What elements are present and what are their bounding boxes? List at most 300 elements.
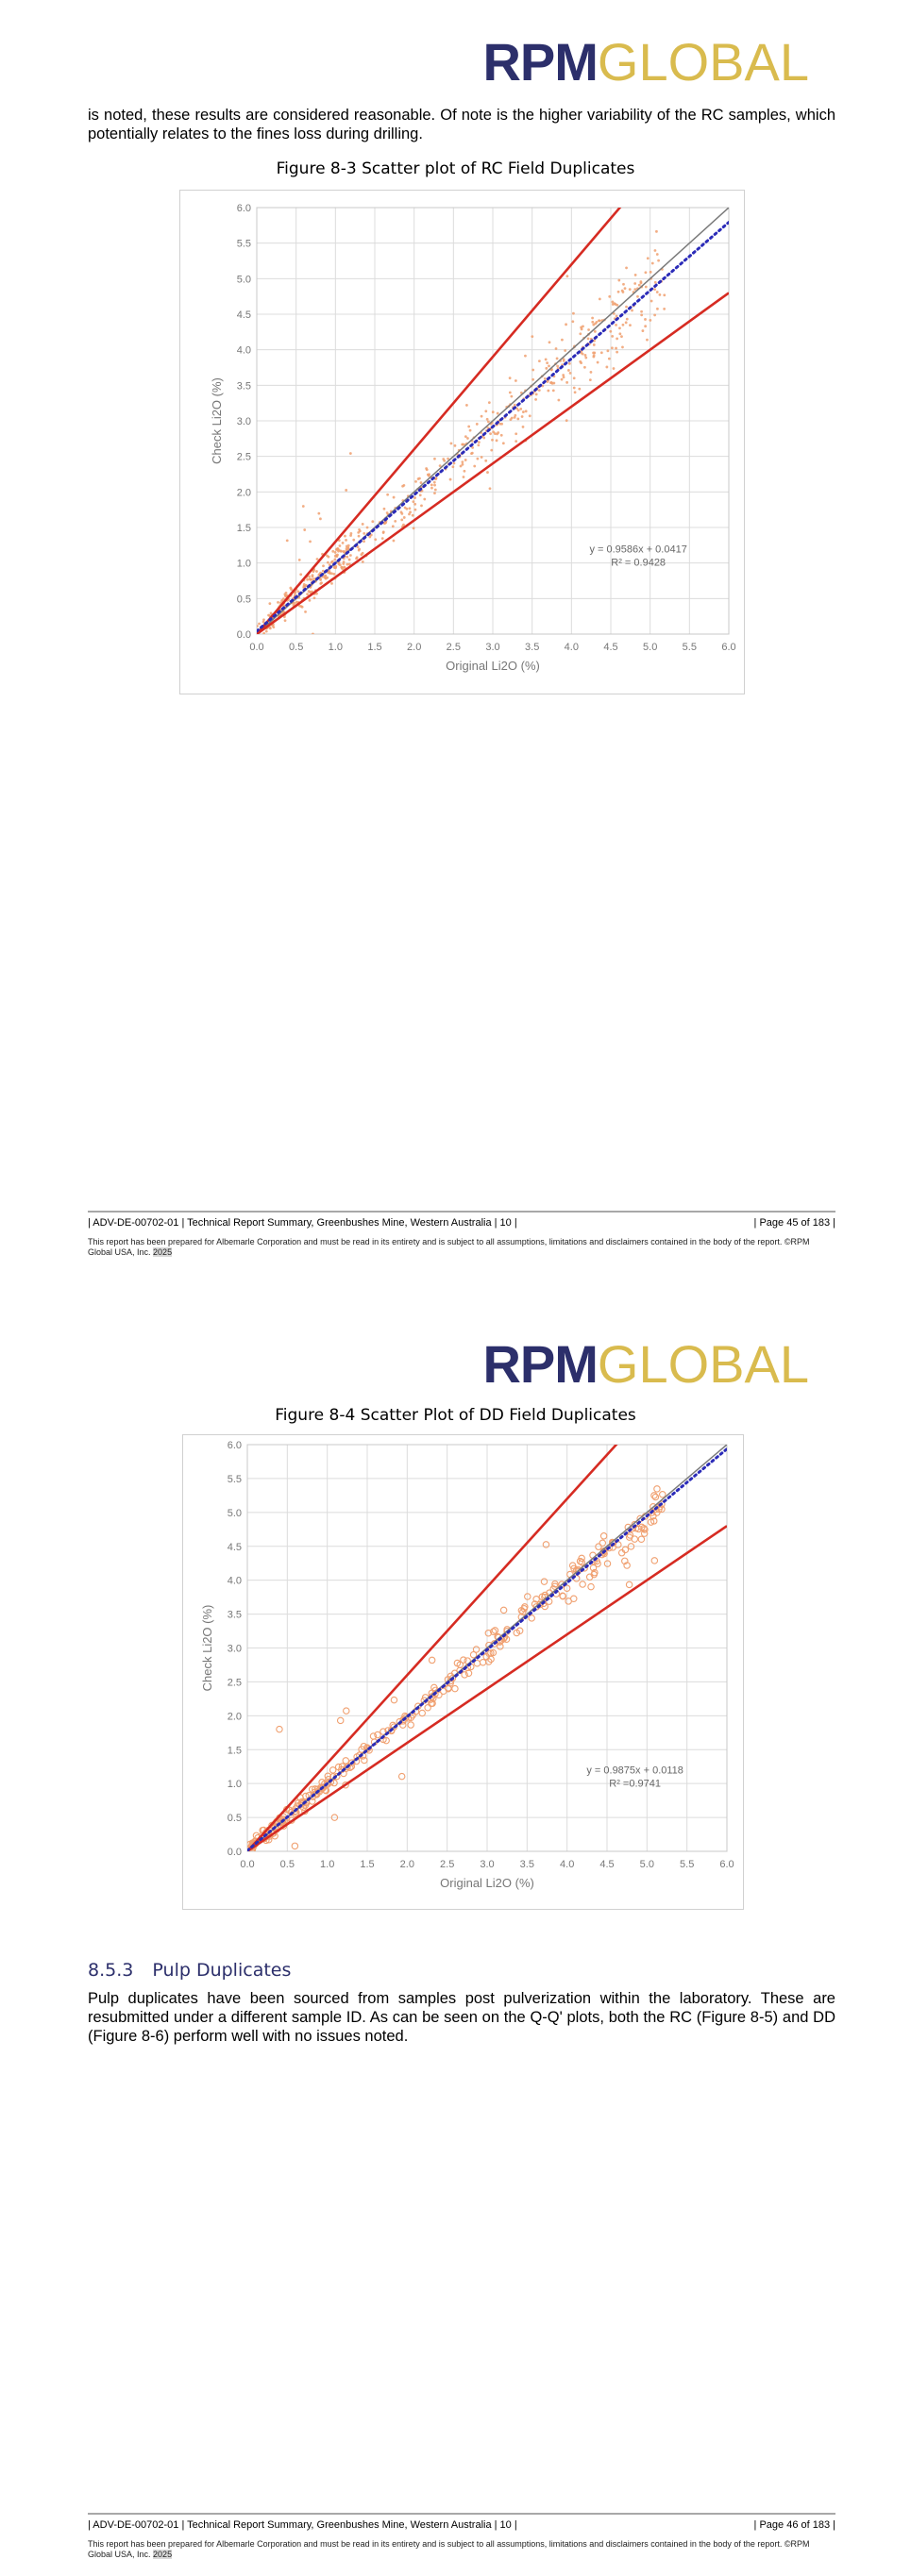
data-point (644, 325, 647, 327)
y-tick-label: 3.5 (236, 380, 251, 393)
data-point (471, 452, 474, 455)
data-point (335, 555, 338, 558)
data-point (371, 520, 374, 523)
y-tick-label: 6.0 (227, 1440, 242, 1451)
data-point (461, 1657, 466, 1663)
data-point (515, 379, 517, 382)
data-point (649, 319, 651, 322)
data-point (413, 527, 415, 529)
data-point (600, 1533, 606, 1539)
data-point (452, 1685, 458, 1691)
x-tick-label: 5.5 (680, 1859, 695, 1870)
data-point (618, 326, 621, 329)
x-tick-label: 0.5 (279, 1859, 295, 1870)
plot-content (245, 1435, 727, 1852)
data-point (413, 496, 416, 499)
data-point (594, 330, 597, 333)
data-point (348, 559, 351, 561)
data-point (480, 1660, 485, 1665)
data-point (489, 487, 492, 490)
data-point (651, 1558, 657, 1564)
data-point (342, 562, 345, 565)
data-point (394, 520, 396, 523)
rc-duplicates-scatter-chart (180, 191, 744, 694)
data-point (334, 565, 337, 568)
data-point (469, 429, 472, 432)
data-point (608, 295, 611, 298)
x-tick-label: 3.0 (480, 1859, 495, 1870)
data-point (484, 410, 487, 412)
data-point (568, 362, 571, 365)
y-tick-label: 0.0 (227, 1847, 242, 1858)
data-point (476, 423, 479, 426)
data-point (283, 593, 286, 595)
data-point (565, 419, 568, 422)
data-point (571, 320, 574, 323)
data-point (309, 540, 312, 543)
data-point (640, 313, 643, 316)
data-point (428, 475, 430, 477)
data-point (400, 518, 403, 521)
data-point (461, 460, 464, 463)
data-point (617, 279, 620, 282)
y-tick-label: 6.0 (236, 203, 251, 214)
y-tick-label: 5.0 (236, 274, 251, 286)
data-point (297, 590, 300, 593)
data-point (531, 369, 534, 372)
data-point (481, 415, 483, 418)
data-point (334, 551, 337, 554)
data-point (333, 573, 336, 576)
data-point (615, 324, 617, 326)
data-point (531, 335, 533, 338)
data-point (256, 625, 259, 627)
data-point (464, 459, 467, 461)
data-point (433, 492, 436, 494)
data-point (302, 505, 305, 508)
data-point (442, 458, 445, 460)
data-point (449, 478, 452, 481)
data-point (625, 267, 628, 270)
y-tick-label: 1.0 (227, 1779, 242, 1791)
x-tick-label: 6.0 (721, 642, 736, 653)
rc-duplicates-chart-frame (179, 190, 745, 694)
footer-doc-info: | ADV-DE-00702-01 | Technical Report Summary, Greenbushes Mine, Western Australia | 10 | (88, 1217, 517, 1229)
dd-duplicates-scatter-chart (183, 1435, 743, 1909)
data-point (538, 360, 541, 362)
data-point (433, 484, 436, 487)
data-point (654, 249, 657, 252)
data-point (640, 310, 643, 313)
data-point (535, 393, 538, 395)
y-tick-label: 3.5 (227, 1609, 242, 1621)
x-tick-label: 4.5 (603, 642, 618, 653)
data-point (509, 392, 512, 394)
data-point (344, 1708, 349, 1714)
data-point (584, 357, 587, 360)
y-tick-label: 1.5 (236, 523, 251, 534)
data-point (430, 484, 433, 487)
data-point (450, 443, 453, 445)
data-point (627, 1532, 633, 1538)
data-point (592, 324, 595, 326)
data-point (423, 498, 426, 501)
y-axis-label: Check Li2O (%) (210, 377, 224, 464)
data-point (478, 441, 481, 443)
x-tick-label: 0.0 (249, 642, 264, 653)
data-point (329, 1767, 335, 1773)
data-point (319, 578, 322, 581)
x-tick-label: 3.5 (519, 1859, 534, 1870)
y-tick-label: 2.0 (227, 1711, 242, 1723)
data-point (579, 332, 582, 335)
data-point (561, 339, 564, 342)
data-point (352, 539, 355, 542)
data-point (624, 287, 627, 290)
data-point (368, 536, 371, 539)
data-point (596, 321, 599, 324)
footer-year: 2025 (153, 2550, 173, 2559)
y-tick-label: 4.0 (227, 1575, 242, 1587)
data-point (298, 559, 301, 561)
data-point (514, 404, 516, 407)
data-point (609, 330, 612, 333)
footer-disclaimer (88, 2539, 835, 2560)
data-point (620, 335, 623, 338)
data-point (647, 257, 650, 259)
data-point (633, 288, 636, 291)
data-point (572, 312, 575, 315)
x-tick-label: 2.5 (440, 1859, 455, 1870)
data-point (464, 470, 466, 473)
data-point (659, 293, 662, 296)
data-point (579, 360, 582, 363)
data-point (573, 376, 576, 379)
data-point (460, 465, 463, 468)
data-point (393, 496, 396, 499)
data-point (599, 297, 601, 300)
data-point (546, 361, 548, 364)
data-point (544, 377, 547, 380)
x-tick-label: 4.0 (564, 642, 579, 653)
data-point (386, 493, 389, 496)
data-point (509, 418, 512, 421)
data-point (490, 449, 493, 452)
data-point (487, 421, 490, 424)
data-point (347, 544, 350, 547)
data-point (277, 1726, 282, 1731)
figure-caption: Figure 8-3 Scatter plot of RC Field Duplicates (276, 159, 635, 178)
data-point (426, 468, 429, 471)
data-point (613, 367, 616, 370)
data-point (573, 387, 576, 390)
data-point (574, 391, 577, 393)
data-point (284, 619, 287, 622)
footer-disclaimer-text: This report has been prepared for Albemarle Corporation and must be read in its entirety and is subject to all assumptions, limitations and disclaimers contained in the body of the report. ©RPM Global USA, Inc. (88, 1237, 810, 1257)
data-point (515, 440, 517, 443)
data-point (360, 553, 363, 556)
data-point (413, 503, 416, 506)
data-point (521, 415, 524, 418)
x-tick-label: 4.5 (599, 1859, 615, 1870)
y-tick-label: 0.5 (227, 1813, 242, 1825)
data-point (433, 481, 436, 484)
data-point (597, 361, 599, 364)
data-point (604, 1561, 610, 1566)
data-point (270, 611, 273, 614)
data-point (584, 354, 587, 357)
footer (88, 2519, 835, 2531)
y-tick-label: 2.5 (236, 451, 251, 463)
data-point (481, 456, 483, 459)
x-tick-label: 4.0 (560, 1859, 575, 1870)
data-point (362, 560, 364, 563)
data-point (621, 346, 624, 349)
data-point (466, 437, 469, 440)
data-point (522, 410, 525, 413)
data-point (492, 410, 495, 413)
data-point (616, 351, 618, 354)
data-point (565, 275, 568, 277)
rpm-global-logo (482, 1334, 809, 1394)
data-point (548, 365, 550, 368)
data-point (433, 458, 436, 460)
trend-equation: y = 0.9875x + 0.0118 (586, 1765, 683, 1777)
data-point (615, 347, 617, 350)
data-point (467, 426, 470, 428)
data-point (303, 583, 306, 586)
data-point (552, 390, 555, 393)
data-point (345, 539, 347, 542)
data-point (651, 262, 654, 265)
data-point (548, 341, 551, 343)
data-point (611, 346, 614, 349)
data-point (268, 602, 271, 605)
data-point (654, 1486, 660, 1492)
data-point (496, 439, 498, 442)
footer-page-number: | Page 46 of 183 | (753, 2519, 835, 2531)
data-point (312, 574, 314, 577)
data-point (650, 300, 653, 303)
data-point (374, 538, 377, 541)
data-point (617, 291, 620, 293)
data-point (303, 528, 306, 531)
data-point (622, 283, 625, 286)
data-point (590, 371, 593, 374)
data-point (514, 414, 516, 417)
data-point (640, 281, 643, 284)
data-point (500, 1607, 506, 1613)
data-point (587, 337, 590, 340)
data-point (403, 516, 406, 519)
data-point (549, 381, 552, 384)
data-point (358, 548, 361, 551)
data-point (331, 550, 334, 553)
data-point (476, 458, 479, 460)
data-point (645, 271, 648, 274)
data-point (344, 535, 346, 538)
data-point (333, 559, 336, 561)
data-point (652, 1494, 658, 1499)
data-point (414, 509, 417, 511)
y-tick-label: 5.5 (227, 1473, 242, 1485)
data-point (592, 352, 595, 355)
data-point (626, 318, 629, 321)
footer-divider (88, 2513, 835, 2515)
pulp-duplicates-paragraph: Pulp duplicates have been sourced from samples post pulverization within the laboratory. These are resubmitted under a different sample ID. As can be seen on the Q-Q' plots, both the RC (Figure 8-5) and DD (Figure 8-6) perform well with no issues noted. (88, 1990, 835, 2045)
y-tick-label: 0.5 (236, 594, 251, 606)
data-point (342, 542, 345, 544)
data-point (650, 271, 652, 274)
data-point (515, 432, 517, 435)
data-point (517, 410, 520, 412)
data-point (502, 442, 505, 444)
data-point (488, 401, 491, 404)
data-point (491, 439, 494, 442)
data-point (349, 554, 352, 557)
data-point (315, 570, 318, 573)
data-point (430, 487, 433, 490)
data-point (605, 366, 608, 369)
data-point (510, 395, 513, 398)
data-point (392, 525, 395, 527)
data-point (557, 399, 560, 402)
data-point (611, 335, 614, 338)
section-title: Pulp Duplicates (152, 1960, 292, 1981)
data-point (598, 319, 600, 322)
data-point (486, 471, 489, 474)
r-squared-label: R² = 0.9428 (611, 557, 666, 569)
data-point (634, 274, 637, 276)
x-tick-label: 5.0 (639, 1859, 654, 1870)
data-point (366, 527, 369, 529)
data-point (382, 531, 385, 534)
data-point (580, 326, 582, 329)
y-tick-label: 4.5 (236, 309, 251, 321)
data-point (317, 512, 320, 515)
data-point (607, 349, 610, 352)
data-point (645, 286, 648, 289)
data-point (454, 444, 457, 447)
data-point (591, 321, 594, 324)
data-point (656, 291, 659, 293)
y-tick-label: 0.0 (236, 629, 251, 641)
data-point (625, 321, 628, 324)
data-point (642, 329, 645, 332)
intro-paragraph: is noted, these results are considered reasonable. Of note is the higher variability of the RC samples, which potentially relates to the fines loss during drilling. (88, 107, 835, 142)
data-point (653, 288, 656, 291)
footer-doc-info: | ADV-DE-00702-01 | Technical Report Summary, Greenbushes Mine, Western Australia | 10 | (88, 2519, 517, 2531)
y-tick-label: 5.0 (227, 1507, 242, 1519)
data-point (464, 435, 467, 438)
data-point (494, 432, 497, 435)
x-tick-label: 2.5 (446, 642, 461, 653)
data-point (412, 514, 414, 517)
section-number: 8.5.3 (88, 1960, 134, 1981)
data-point (292, 1843, 297, 1848)
x-axis-label: Original Li2O (%) (446, 659, 540, 673)
data-point (393, 540, 396, 543)
page-46 (0, 1288, 911, 2576)
data-point (482, 437, 485, 440)
data-point (412, 500, 414, 503)
data-point (519, 408, 522, 410)
data-point (562, 374, 565, 376)
data-point (622, 291, 625, 293)
data-point (567, 369, 570, 372)
data-point (565, 1598, 571, 1604)
y-tick-label: 1.0 (236, 558, 251, 570)
data-point (277, 601, 279, 604)
x-tick-label: 1.5 (360, 1859, 375, 1870)
data-point (306, 578, 309, 581)
data-point (402, 524, 405, 527)
x-tick-label: 1.0 (328, 642, 343, 653)
data-point (588, 1583, 594, 1589)
data-point (629, 288, 632, 291)
data-point (484, 460, 487, 462)
data-point (343, 551, 346, 554)
data-point (561, 378, 564, 381)
data-point (529, 414, 531, 417)
y-axis-label: Check Li2O (%) (200, 1604, 214, 1692)
data-point (313, 596, 316, 599)
data-point (556, 365, 559, 368)
figure-caption: Figure 8-4 Scatter Plot of DD Field Duplicates (275, 1406, 636, 1425)
data-point (656, 308, 659, 310)
data-point (346, 563, 348, 566)
data-point (611, 301, 614, 304)
data-point (419, 1710, 425, 1715)
data-point (638, 1536, 644, 1542)
data-point (616, 315, 618, 318)
x-tick-label: 3.5 (525, 642, 540, 653)
data-point (304, 611, 307, 613)
data-point (262, 618, 265, 621)
data-point (349, 452, 352, 455)
rpm-global-logo (482, 32, 809, 92)
data-point (359, 529, 362, 532)
data-point (330, 561, 333, 564)
data-point (339, 544, 342, 547)
data-point (404, 507, 407, 510)
data-point (402, 484, 405, 487)
data-point (398, 1773, 404, 1779)
data-point (516, 417, 519, 420)
data-point (312, 632, 314, 635)
data-point (330, 582, 333, 585)
data-point (272, 626, 275, 628)
data-point (418, 477, 421, 480)
data-point (451, 465, 454, 468)
data-point (525, 410, 528, 412)
data-point (545, 367, 548, 370)
data-point (629, 324, 632, 326)
data-point (651, 1493, 657, 1498)
data-point (327, 561, 329, 564)
logo-rpm: RPM (482, 1334, 598, 1394)
footer-divider (88, 1211, 835, 1213)
data-point (644, 318, 647, 321)
data-point (524, 355, 527, 358)
y-tick-label: 4.0 (236, 344, 251, 357)
data-point (409, 507, 412, 510)
data-point (363, 532, 365, 535)
data-point (552, 382, 555, 385)
data-point (473, 465, 476, 468)
data-point (320, 581, 323, 584)
data-point (316, 558, 319, 560)
